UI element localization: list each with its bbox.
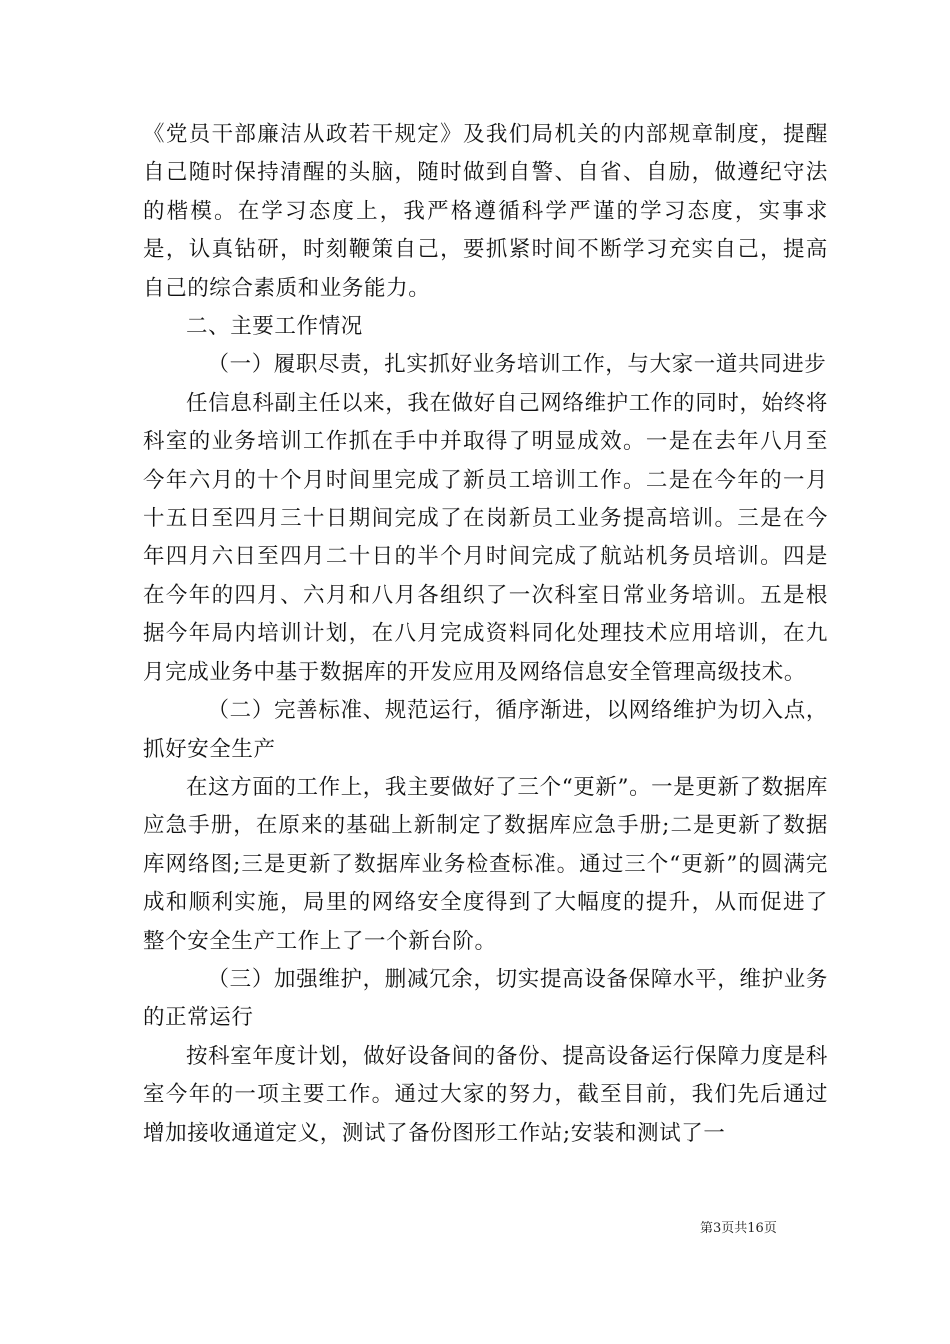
paragraph-continued-study: 《党员干部廉洁从政若干规定》及我们局机关的内部规章制度，提醒自己随时保持清醒的头脑，随时做到自警、自省、自励，做遵纪守法的楷模。在学习态度上，我严格遵循科学严谨的学习态度，实事求是，认真钻研，时刻鞭策自己，要抓紧时间不断学习充实自己，提高自己的综合素质和业务能力。 (143, 122, 828, 301)
subheading-maintenance: （三）加强维护，删减冗余，切实提高设备保障水平，维护业务的正常运行 (143, 966, 828, 1031)
subheading-standards: （二）完善标准、规范运行，循序渐进，以网络维护为切入点，抓好安全生产 (143, 698, 828, 762)
document-body (143, 116, 828, 1153)
paragraph-standards: 在这方面的工作上，我主要做好了三个“更新”。一是更新了数据库应急手册，在原来的基础上新制定了数据库应急手册;二是更新了数据库网络图;三是更新了数据库业务检查标准。通过三个“更新”的圆满完成和顺利实施，局里的网络安全度得到了大幅度的提升，从而促进了整个安全生产工作上了一个新台阶。 (143, 774, 828, 954)
page-number-footer: 第3页共16页 (700, 1221, 777, 1236)
paragraph-training: 任信息科副主任以来，我在做好自己网络维护工作的同时，始终将科室的业务培训工作抓在手中并取得了明显成效。一是在去年八月至今年六月的十个月时间里完成了新员工培训工作。二是在今年的一月十五日至四月三十日期间完成了在岗新员工业务提高培训。三是在今年四月六日至四月二十日的半个月时间完成了航站机务员培训。四是在今年的四月、六月和八月各组织了一次科室日常业务培训。五是根据今年局内培训计划，在八月完成资料同化处理技术应用培训，在九月完成业务中基于数据库的开发应用及网络信息安全管理高级技术。 (143, 390, 828, 685)
paragraph-maintenance: 按科室年度计划，做好设备间的备份、提高设备运行保障力度是科室今年的一项主要工作。通过大家的努力，截至目前，我们先后通过增加接收通道定义，测试了备份图形工作站;安装和测试了一 (143, 1043, 828, 1146)
section-heading-main-work: 二、主要工作情况 (186, 314, 363, 340)
subheading-training: （一）履职尽责，扎实抓好业务培训工作，与大家一道共同进步 (207, 352, 827, 378)
